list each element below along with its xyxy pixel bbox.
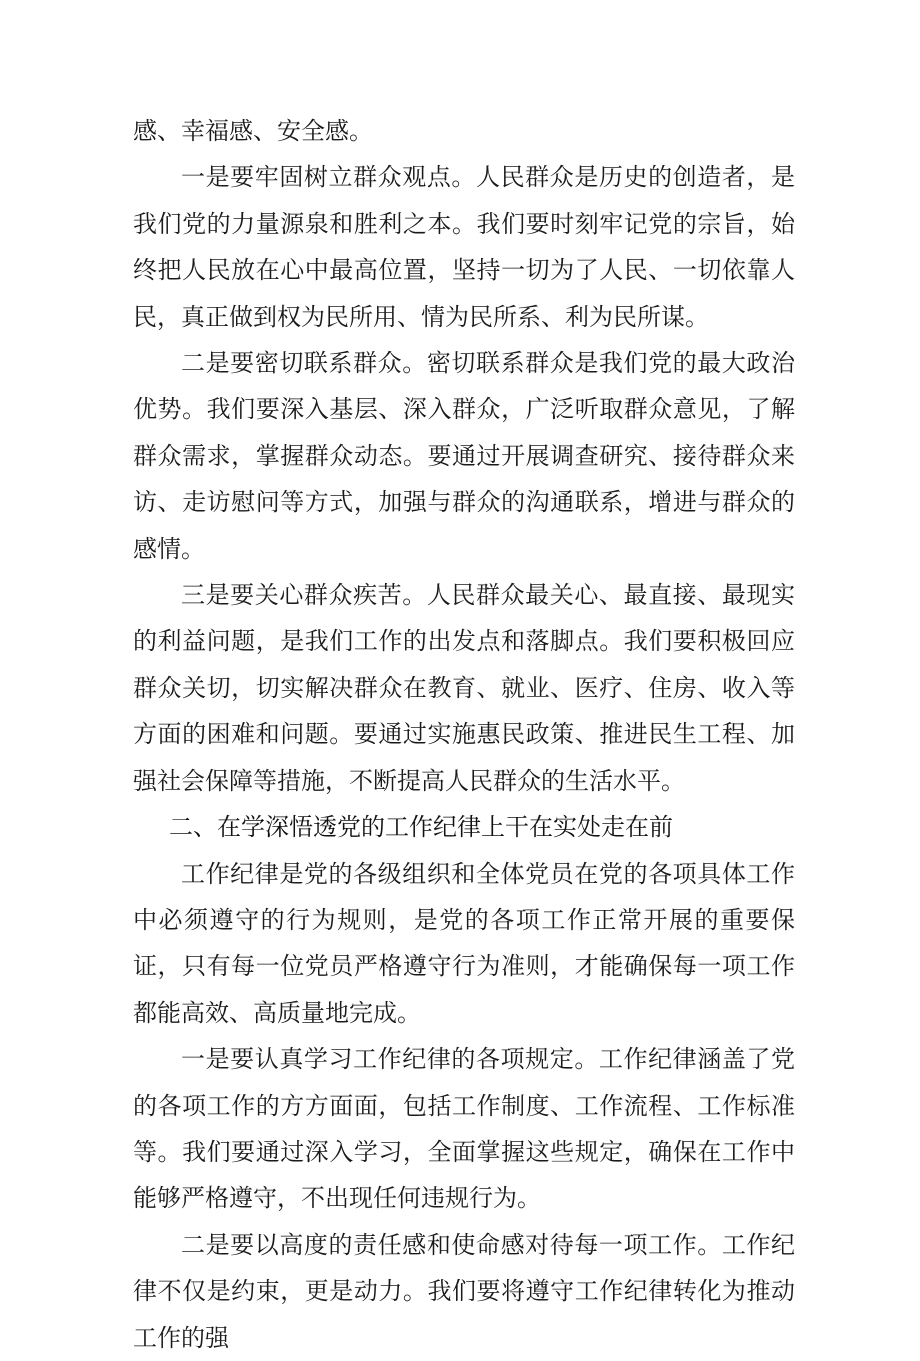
paragraph-continuation: 感、幸福感、安全感。: [133, 117, 373, 145]
paragraph-second-point-responsibility: 二是要以高度的责任感和使命感对待每一项工作。工作纪律不仅是约束，更是动力。我们要将遵守工作纪律转化为推动工作的强: [133, 1230, 795, 1352]
paragraph-third-point-care-masses: 三是要关心群众疾苦。人民群众最关心、最直接、最现实的利益问题，是我们工作的出发点和落脚点。我们要积极回应群众关切，切实解决群众在教育、就业、医疗、住房、收入等方面的困难和问题。要通过实施惠民政策、推进民生工程、加强社会保障等措施，不断提高人民群众的生活水平。: [133, 581, 795, 795]
paragraph-second-point-contact-masses: 二是要密切联系群众。密切联系群众是我们党的最大政治优势。我们要深入基层、深入群众，广泛听取群众意见，了解群众需求，掌握群众动态。要通过开展调查研究、接待群众来访、走访慰问等方式，加强与群众的沟通联系，增进与群众的感情。: [133, 349, 795, 563]
paragraph-first-point-mass-viewpoint: 一是要牢固树立群众观点。人民群众是历史的创造者，是我们党的力量源泉和胜利之本。我们要时刻牢记党的宗旨，始终把人民放在心中最高位置，坚持一切为了人民、一切依靠人民，真正做到权为民所用、情为民所系、利为民所谋。: [133, 163, 795, 331]
document-body: [133, 108, 795, 1361]
section-heading-work-discipline: 二、在学深悟透党的工作纪律上干在实处走在前: [169, 813, 673, 842]
paragraph-first-point-study-rules: 一是要认真学习工作纪律的各项规定。工作纪律涵盖了党的各项工作的方方面面，包括工作制度、工作流程、工作标准等。我们要通过深入学习，全面掌握这些规定，确保在工作中能够严格遵守，不出现任何违规行为。: [133, 1045, 795, 1213]
paragraph-work-discipline-intro: 工作纪律是党的各级组织和全体党员在党的各项具体工作中必须遵守的行为规则，是党的各项工作正常开展的重要保证，只有每一位党员严格遵守行为准则，才能确保每一项工作都能高效、高质量地完成。: [133, 859, 795, 1027]
